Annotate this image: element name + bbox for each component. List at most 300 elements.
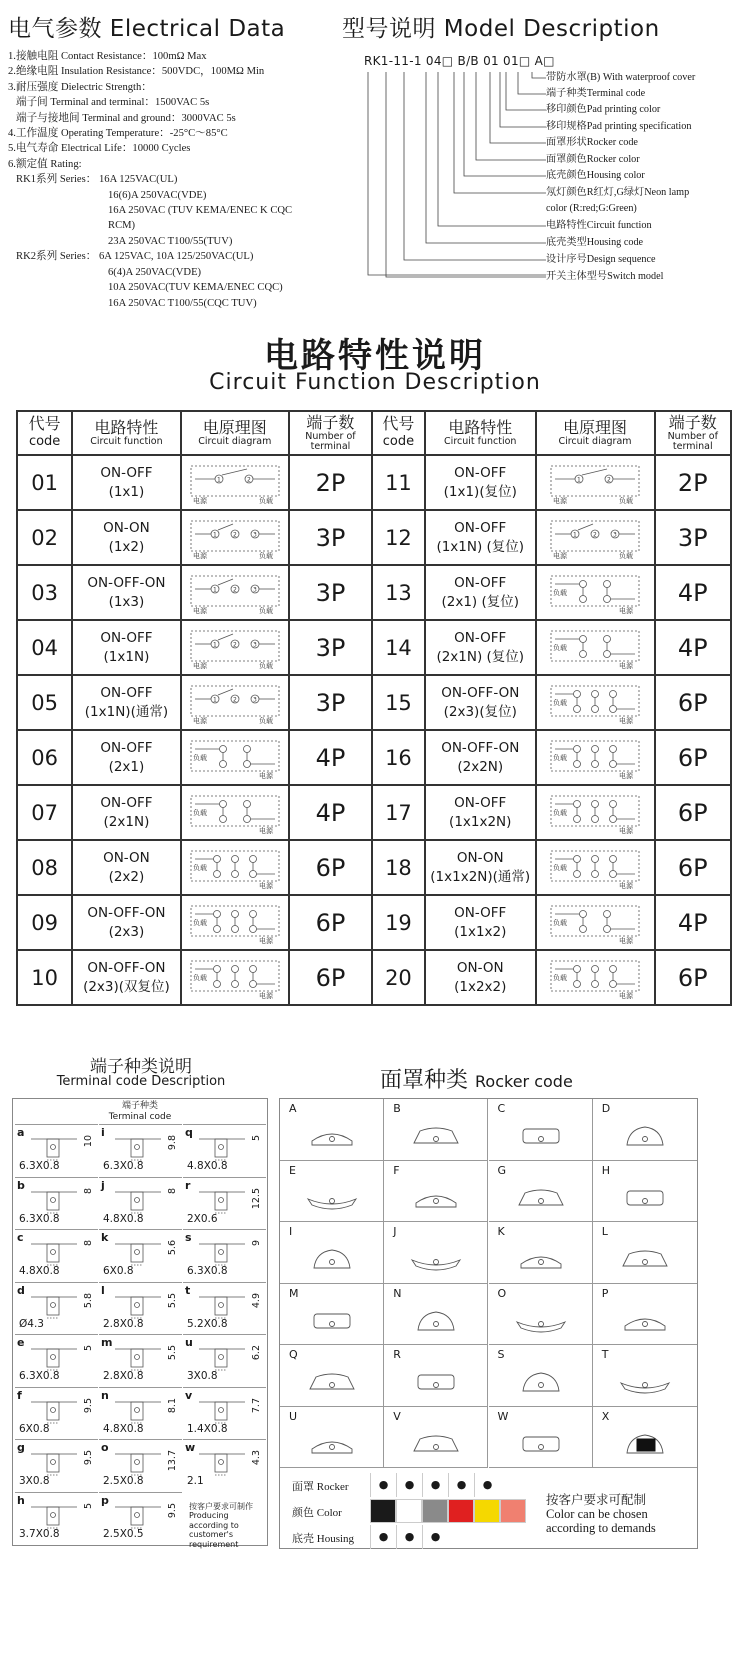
- terminal-letter: a: [17, 1126, 25, 1139]
- svg-text:2: 2: [232, 641, 237, 648]
- circuit-diagram: [547, 626, 643, 670]
- terminal-count-cell: 3P: [289, 510, 372, 565]
- svg-text:负载: 负载: [258, 606, 273, 615]
- terminal-count-cell: 2P: [289, 455, 372, 510]
- rocker-letter: W: [497, 1409, 509, 1423]
- rocker-item: [384, 1407, 488, 1469]
- circuit-function-table: [16, 410, 732, 1006]
- model-label: color (R:red;G:Green): [546, 203, 637, 214]
- terminal-item: [99, 1492, 182, 1544]
- terminal-size: 6.3X0.8: [19, 1370, 60, 1382]
- function-cell: [72, 950, 180, 1005]
- code-cell: 03: [17, 565, 72, 620]
- rocker-item: [280, 1407, 384, 1469]
- terminal-drawing-icon: [113, 1291, 163, 1321]
- function-cell: [72, 510, 180, 565]
- rocker-letter: N: [393, 1286, 402, 1300]
- svg-text:2: 2: [232, 531, 237, 538]
- terminal-drawing-icon: [29, 1186, 79, 1216]
- terminal-size: 6X0.8: [103, 1265, 134, 1277]
- circuit-diagram: [187, 791, 283, 835]
- terminal-dimension: 9: [251, 1240, 262, 1247]
- spec-line: 6.额定值 Rating:: [8, 158, 82, 170]
- svg-text:2: 2: [232, 586, 237, 593]
- function-config: (2x1N) (复位): [436, 648, 525, 665]
- function-name: ON-ON: [456, 959, 504, 976]
- rocker-shape-icon: [511, 1298, 571, 1338]
- function-config: (2x3): [108, 923, 145, 940]
- svg-text:3: 3: [252, 641, 257, 648]
- rocker-shape-icon: [302, 1359, 362, 1399]
- terminal-size: 6.3X0.8: [187, 1265, 228, 1277]
- terminal-size: 4.8X0.8: [187, 1160, 228, 1172]
- table-row: [17, 675, 731, 730]
- terminal-letter: n: [101, 1388, 109, 1402]
- svg-text:电源: 电源: [619, 771, 633, 780]
- diagram-cell: [181, 730, 289, 785]
- terminal-note-line: 按客户要求可制作: [189, 1501, 253, 1511]
- svg-text:负载: 负载: [192, 863, 207, 872]
- rocker-shape-icon: [406, 1113, 466, 1153]
- rocker-item: [384, 1222, 488, 1284]
- header-terminals: 端子数 Number of terminal: [655, 411, 732, 455]
- terminal-box-header: [13, 1099, 267, 1123]
- terminal-drawing-icon: [29, 1501, 79, 1531]
- svg-text:电源: 电源: [192, 716, 207, 725]
- rocker-shape-icon: [511, 1236, 571, 1276]
- svg-text:1: 1: [573, 531, 577, 538]
- table-row: [17, 950, 731, 1005]
- model-label: 面罩颜色Rocker color: [546, 154, 640, 165]
- terminal-drawing-icon: [197, 1396, 247, 1426]
- rocker-shape-icon: [302, 1113, 362, 1153]
- function-config: (2x2): [108, 868, 145, 885]
- terminal-letter: i: [101, 1126, 105, 1139]
- diagram-cell: [181, 785, 289, 840]
- terminal-count-cell: 2P: [655, 455, 732, 510]
- rocker-shape-icon: [406, 1236, 466, 1276]
- function-name: ON-OFF: [454, 574, 507, 591]
- rocker-code-box: [279, 1098, 698, 1549]
- terminal-note-line: customer's requirement: [189, 1530, 239, 1549]
- rocker-item: [280, 1161, 384, 1223]
- header-code: 代号 code: [372, 411, 425, 455]
- terminal-count-cell: 6P: [289, 840, 372, 895]
- svg-text:电源: 电源: [619, 991, 633, 1000]
- terminal-size: 1.4X0.8: [187, 1422, 228, 1435]
- terminal-count-cell: 3P: [655, 510, 732, 565]
- table-row: [17, 565, 731, 620]
- function-config: (2x2N): [457, 758, 504, 775]
- terminal-size: 2.8X0.8: [103, 1317, 144, 1330]
- function-config: (2x1) (复位): [441, 593, 520, 610]
- terminal-count-cell: 6P: [289, 895, 372, 950]
- rocker-letter: I: [289, 1225, 293, 1238]
- diagram-cell: [181, 620, 289, 675]
- spec-line: 端子与接地间 Terminal and ground：3000VAC 5s: [16, 112, 236, 124]
- function-cell: [72, 730, 180, 785]
- rocker-letter: E: [289, 1163, 296, 1177]
- terminal-item: [99, 1387, 182, 1439]
- svg-text:负载: 负载: [192, 808, 207, 817]
- svg-text:3: 3: [252, 531, 257, 538]
- rocker-item: [384, 1161, 488, 1223]
- rocker-item: [593, 1161, 697, 1223]
- function-name: ON-ON: [103, 849, 150, 866]
- rocker-item: [489, 1099, 593, 1161]
- terminal-dimension: 13.7: [167, 1450, 178, 1472]
- rocker-item: [593, 1222, 697, 1284]
- code-cell: 18: [372, 840, 425, 895]
- rocker-shape-icon: [511, 1175, 571, 1215]
- terminal-letter: q: [185, 1126, 193, 1139]
- svg-text:2: 2: [232, 696, 237, 703]
- terminal-size: 3.7X0.8: [19, 1527, 60, 1540]
- svg-text:2: 2: [593, 531, 597, 538]
- function-config: (1x1N): [103, 648, 150, 665]
- table-row: [17, 510, 731, 565]
- svg-text:负载: 负载: [553, 643, 567, 652]
- header-function: 电路特性 Circuit function: [425, 411, 536, 455]
- terminal-size: 3X0.8: [187, 1370, 218, 1382]
- terminal-size: 6.3X0.8: [19, 1160, 60, 1172]
- rocker-shape-icon: [302, 1421, 362, 1461]
- spec-line: 16(6)A 250VAC(VDE): [108, 189, 207, 201]
- model-label: 移印规格Pad printing specification: [546, 121, 692, 132]
- terminal-count-cell: 6P: [655, 950, 732, 1005]
- legend-dot: ●: [396, 1473, 422, 1497]
- header-code: 代号 code: [17, 411, 72, 455]
- model-description-title: 型号说明 Model Description: [342, 16, 660, 42]
- terminal-size: 5.2X0.8: [187, 1317, 228, 1330]
- terminal-letter: e: [17, 1336, 25, 1349]
- function-config: (1x1N) (复位): [436, 538, 525, 555]
- rocker-item: [489, 1407, 593, 1469]
- svg-text:电源: 电源: [619, 716, 633, 725]
- terminal-dimension: 8: [83, 1240, 94, 1247]
- spec-line: 16A 250VAC T100/55(CQC TUV): [108, 297, 257, 309]
- rocker-title: [380, 1063, 573, 1094]
- terminal-item: [183, 1439, 266, 1491]
- terminal-letter: g: [17, 1441, 25, 1454]
- rocker-shape-icon: [615, 1359, 675, 1399]
- terminal-drawing-icon: [197, 1238, 247, 1268]
- terminal-dimension: 8: [83, 1187, 94, 1194]
- color-swatch: [422, 1499, 448, 1523]
- spec-line: 3.耐压强度 Dielectric Strength：: [8, 81, 152, 93]
- svg-text:负载: 负载: [553, 588, 567, 597]
- terminal-item: [15, 1282, 98, 1334]
- function-name: ON-OFF-ON: [87, 904, 166, 921]
- legend-label: 颜色 Color: [292, 1507, 342, 1519]
- function-config: (1x2): [108, 538, 145, 555]
- svg-text:电源: 电源: [619, 936, 633, 945]
- terminal-size: Ø4.3: [19, 1317, 44, 1330]
- terminal-letter: k: [101, 1231, 109, 1244]
- function-config: (1x1x2): [454, 923, 507, 940]
- terminal-count-cell: 6P: [655, 785, 732, 840]
- terminal-item: [15, 1439, 98, 1491]
- terminal-size: 4.8X0.8: [103, 1212, 144, 1225]
- rocker-item: [593, 1099, 697, 1161]
- rocker-shape-icon: [406, 1298, 466, 1338]
- terminal-item: [99, 1177, 182, 1229]
- model-label: 移印颜色Pad printing color: [546, 104, 661, 115]
- code-cell: 11: [372, 455, 425, 510]
- terminal-letter: d: [17, 1283, 25, 1297]
- model-label: 开关主体型号Switch model: [546, 271, 664, 282]
- terminal-drawing-icon: [197, 1186, 247, 1216]
- legend-row-housing: [280, 1525, 550, 1549]
- terminal-item: [99, 1334, 182, 1386]
- rocker-item: [280, 1284, 384, 1346]
- terminal-dimension: 7.7: [251, 1397, 262, 1413]
- svg-text:负载: 负载: [553, 863, 567, 872]
- terminal-dimension: 5: [83, 1345, 94, 1352]
- function-cell: [425, 785, 536, 840]
- svg-text:负载: 负载: [553, 753, 567, 762]
- circuit-diagram: [187, 461, 283, 505]
- terminal-dimension: 4.9: [251, 1292, 262, 1308]
- function-name: ON-ON: [456, 849, 504, 866]
- terminal-dimension: 8: [167, 1187, 178, 1194]
- circuit-diagram: [547, 736, 643, 780]
- model-description-section: [342, 10, 750, 310]
- terminal-item: [99, 1439, 182, 1491]
- terminal-drawing-icon: [113, 1501, 163, 1531]
- terminal-size: 6X0.8: [19, 1422, 50, 1435]
- code-cell: 17: [372, 785, 425, 840]
- terminal-drawing-icon: [113, 1238, 163, 1268]
- terminal-count-cell: 4P: [289, 730, 372, 785]
- rocker-letter: L: [601, 1225, 608, 1238]
- color-swatch: [370, 1499, 396, 1523]
- rocker-title-cn: 面罩种类: [380, 1068, 469, 1093]
- spec-line: 10A 250VAC(TUV KEMA/ENEC CQC): [108, 282, 283, 294]
- function-name: ON-OFF-ON: [87, 959, 166, 976]
- rocker-letter: X: [601, 1409, 610, 1423]
- svg-text:3: 3: [252, 586, 257, 593]
- rocker-shape-icon: [511, 1421, 571, 1461]
- rocker-shape-icon: [302, 1175, 362, 1215]
- svg-text:电源: 电源: [553, 551, 567, 560]
- terminal-title-en: Terminal code Description: [56, 1074, 226, 1089]
- function-cell: [425, 675, 536, 730]
- diagram-cell: [181, 950, 289, 1005]
- terminal-dimension: 5: [251, 1135, 262, 1142]
- diagram-cell: [181, 840, 289, 895]
- svg-text:电源: 电源: [258, 991, 273, 1000]
- circuit-diagram: [547, 791, 643, 835]
- terminal-item: [99, 1229, 182, 1281]
- terminal-note-line: Producing according to: [189, 1511, 239, 1530]
- svg-text:电源: 电源: [619, 606, 633, 615]
- table-row: [17, 730, 731, 785]
- color-swatch: [396, 1499, 422, 1523]
- terminal-size: 2.1: [187, 1475, 204, 1487]
- circuit-diagram: [547, 846, 643, 890]
- terminal-item: [183, 1229, 266, 1281]
- rocker-letter: P: [601, 1286, 609, 1300]
- header-function: 电路特性 Circuit function: [72, 411, 180, 455]
- rocker-shape-icon: [511, 1359, 571, 1399]
- rocker-letter: M: [289, 1286, 299, 1300]
- rocker-item: [489, 1161, 593, 1223]
- circuit-diagram: [187, 681, 283, 725]
- terminal-letter: p: [101, 1493, 109, 1507]
- terminal-drawing-icon: [197, 1448, 247, 1478]
- function-cell: [425, 620, 536, 675]
- rocker-item: [384, 1099, 488, 1161]
- color-swatch: [474, 1499, 500, 1523]
- terminal-count-cell: 3P: [289, 620, 372, 675]
- spec-line: 1.接触电阻 Contact Resistance：100mΩ Max: [8, 51, 207, 62]
- terminal-item: [99, 1124, 182, 1176]
- rocker-shape-icon: [615, 1298, 675, 1338]
- terminal-letter: l: [101, 1283, 105, 1297]
- function-cell: [72, 620, 180, 675]
- svg-text:电源: 电源: [619, 661, 633, 670]
- terminal-dimension: 9.8: [167, 1135, 178, 1151]
- terminal-item: [183, 1334, 266, 1386]
- model-code: RK1-11-1 04□ B/B 01 01□ A□: [364, 54, 555, 68]
- spec-line: 5.电气寿命 Electrical Life：10000 Cycles: [8, 143, 191, 155]
- function-cell: [72, 455, 180, 510]
- terminal-item: [15, 1387, 98, 1439]
- terminal-size: 6.3X0.8: [103, 1160, 144, 1172]
- function-cell: [425, 840, 536, 895]
- function-name: ON-OFF: [100, 464, 153, 481]
- diagram-cell: [536, 730, 655, 785]
- rocker-letter: K: [497, 1225, 505, 1238]
- rocker-item: [280, 1222, 384, 1284]
- circuit-diagram: [547, 901, 643, 945]
- spec-line: RK2系列 Series： 6A 125VAC, 10A 125/250VAC(UL): [16, 251, 254, 263]
- svg-text:负载: 负载: [258, 661, 273, 670]
- rocker-letter: H: [601, 1163, 611, 1177]
- legend-dot: ●: [422, 1473, 448, 1497]
- terminal-size: 2.8X0.8: [103, 1370, 144, 1382]
- function-config: (1x2x2): [454, 978, 507, 995]
- circuit-diagram: [547, 956, 643, 1000]
- svg-text:电源: 电源: [258, 936, 273, 945]
- terminal-letter: j: [101, 1178, 105, 1192]
- circuit-diagram: [187, 736, 283, 780]
- rocker-item: [489, 1222, 593, 1284]
- svg-text:1: 1: [577, 476, 581, 483]
- svg-text:电源: 电源: [619, 881, 633, 890]
- circuit-diagram: [187, 846, 283, 890]
- rocker-shape-icon: [615, 1236, 675, 1276]
- function-name: ON-OFF: [454, 519, 507, 536]
- legend-dot: ●: [370, 1525, 396, 1549]
- terminal-code-box: [12, 1098, 268, 1549]
- circuit-title-cn: 电路特性说明: [264, 336, 486, 376]
- function-name: ON-OFF: [454, 794, 507, 811]
- diagram-cell: [181, 455, 289, 510]
- terminal-drawing-icon: [113, 1133, 163, 1163]
- terminal-drawing-icon: [113, 1186, 163, 1216]
- diagram-cell: [536, 565, 655, 620]
- terminal-letter: t: [185, 1283, 191, 1297]
- terminal-count-cell: 6P: [289, 950, 372, 1005]
- svg-text:3: 3: [252, 696, 257, 703]
- terminal-dimension: 5.6: [167, 1240, 178, 1256]
- diagram-cell: [536, 455, 655, 510]
- svg-text:负载: 负载: [192, 753, 207, 762]
- spec-line: 23A 250VAC T100/55(TUV): [108, 235, 233, 247]
- rocker-note: [546, 1493, 696, 1535]
- code-cell: 14: [372, 620, 425, 675]
- rocker-shape-icon: [615, 1113, 675, 1153]
- diagram-cell: [536, 785, 655, 840]
- terminal-drawing-icon: [197, 1133, 247, 1163]
- terminal-letter: h: [17, 1493, 25, 1507]
- terminal-dimension: 9.5: [83, 1450, 94, 1466]
- function-config: (1x1x2N)(通常): [430, 868, 531, 885]
- terminal-size: 2X0.6: [187, 1212, 218, 1225]
- rocker-letter: C: [497, 1102, 506, 1115]
- legend-row-rocker: [280, 1473, 550, 1497]
- legend-row-color: [280, 1499, 550, 1523]
- terminal-drawing-icon: [113, 1448, 163, 1478]
- function-cell: [425, 455, 536, 510]
- electrical-data-section: [8, 10, 358, 311]
- rocker-shape-icon: [615, 1421, 675, 1461]
- terminal-size: 4.8X0.8: [103, 1422, 144, 1435]
- terminal-dimension: 10: [83, 1135, 94, 1148]
- svg-text:电源: 电源: [258, 881, 273, 890]
- terminal-drawing-icon: [29, 1448, 79, 1478]
- rocker-letter: S: [497, 1348, 505, 1361]
- legend-dot: ●: [474, 1473, 500, 1497]
- svg-text:电源: 电源: [258, 826, 273, 835]
- terminal-count-cell: 6P: [655, 840, 732, 895]
- terminal-count-cell: 3P: [289, 675, 372, 730]
- rocker-letter: U: [289, 1409, 298, 1423]
- terminal-item: [183, 1177, 266, 1229]
- terminal-letter: o: [101, 1441, 109, 1454]
- terminal-drawing-icon: [113, 1396, 163, 1426]
- svg-text:电源: 电源: [192, 496, 207, 505]
- terminal-count-cell: 4P: [289, 785, 372, 840]
- color-swatch: [500, 1499, 526, 1523]
- circuit-diagram: [187, 571, 283, 615]
- terminal-drawing-icon: [29, 1133, 79, 1163]
- code-cell: 20: [372, 950, 425, 1005]
- terminal-size: 4.8X0.8: [19, 1265, 60, 1277]
- svg-text:3: 3: [613, 531, 617, 538]
- terminal-item: [15, 1124, 98, 1176]
- code-cell: 05: [17, 675, 72, 730]
- circuit-table-body: [17, 455, 731, 1005]
- code-cell: 19: [372, 895, 425, 950]
- function-cell: [72, 675, 180, 730]
- model-label: 端子种类Terminal code: [546, 88, 646, 99]
- code-cell: 01: [17, 455, 72, 510]
- function-name: ON-OFF: [100, 739, 153, 756]
- svg-text:负载: 负载: [258, 496, 273, 505]
- svg-text:负载: 负载: [619, 496, 633, 505]
- function-config: (2x3)(复位): [443, 703, 517, 720]
- rocker-letter: R: [393, 1348, 401, 1361]
- color-swatch: [448, 1499, 474, 1523]
- svg-text:电源: 电源: [192, 606, 207, 615]
- legend-dot: ●: [396, 1525, 422, 1549]
- rocker-letter: O: [497, 1286, 507, 1300]
- svg-text:1: 1: [216, 476, 221, 483]
- diagram-cell: [536, 620, 655, 675]
